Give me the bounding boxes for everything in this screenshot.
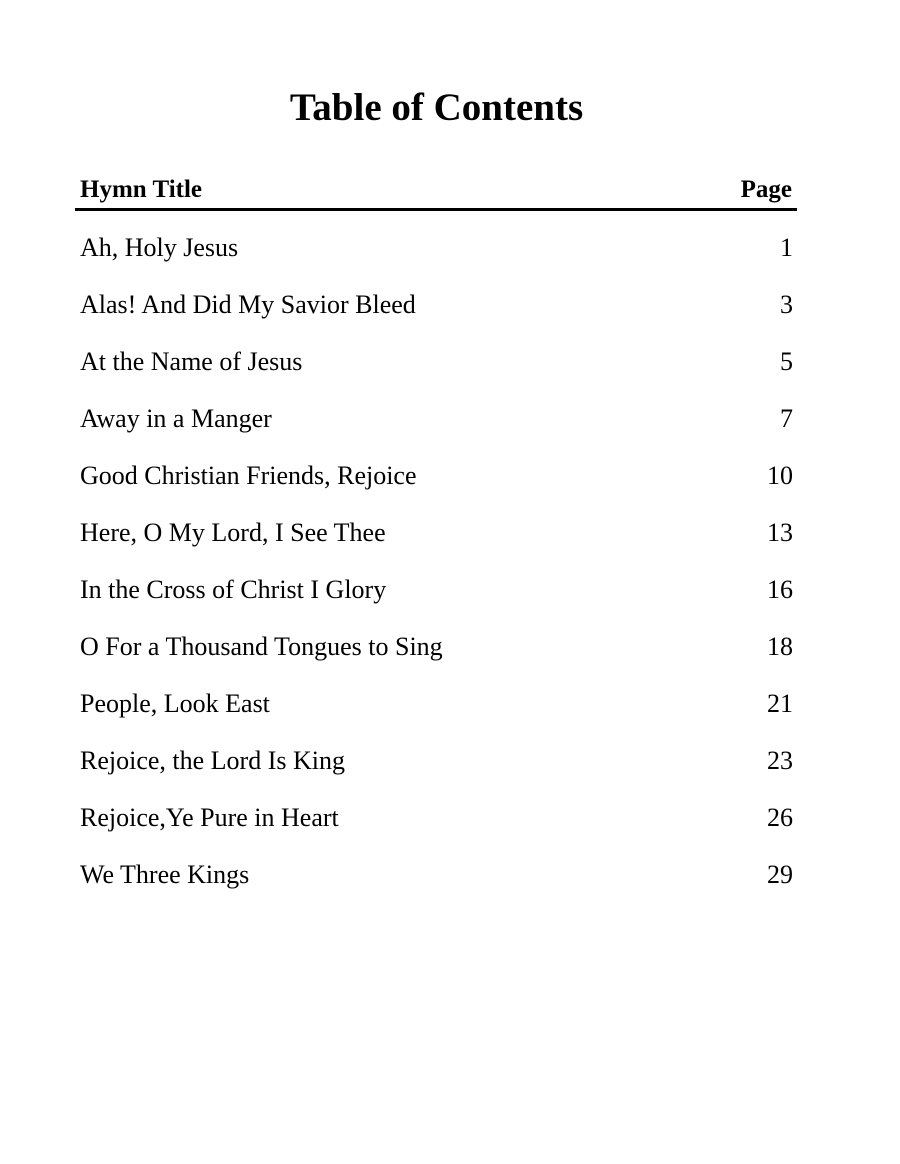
hymn-page-number: 10 bbox=[767, 461, 793, 490]
hymn-page-number: 23 bbox=[767, 746, 793, 775]
toc-entry bbox=[80, 798, 793, 855]
hymn-title: Alas! And Did My Savior Bleed bbox=[80, 290, 416, 319]
hymn-page-number: 18 bbox=[767, 632, 793, 661]
toc-entry bbox=[80, 456, 793, 513]
toc-entry bbox=[80, 741, 793, 798]
toc-entry bbox=[80, 570, 793, 627]
hymn-page-number: 3 bbox=[780, 290, 793, 319]
toc-entry bbox=[80, 513, 793, 570]
hymn-title: Away in a Manger bbox=[80, 404, 272, 433]
hymn-title: O For a Thousand Tongues to Sing bbox=[80, 632, 443, 661]
hymn-page-number: 13 bbox=[767, 518, 793, 547]
hymn-page-number: 21 bbox=[767, 689, 793, 718]
toc-entry bbox=[80, 285, 793, 342]
hymn-title: Ah, Holy Jesus bbox=[80, 233, 239, 262]
hymn-title: Good Christian Friends, Rejoice bbox=[80, 461, 417, 490]
toc-entry bbox=[80, 342, 793, 399]
toc-list bbox=[80, 228, 793, 912]
hymn-page-number: 1 bbox=[780, 233, 793, 262]
toc-entry bbox=[80, 855, 793, 912]
hymn-page-number: 7 bbox=[780, 404, 793, 433]
hymn-page-number: 26 bbox=[767, 803, 793, 832]
page-title: Table of Contents bbox=[289, 86, 584, 129]
hymn-title: People, Look East bbox=[80, 689, 270, 718]
page-column-header: Page bbox=[740, 176, 792, 203]
hymn-page-number: 29 bbox=[767, 860, 793, 889]
hymn-title: In the Cross of Christ I Glory bbox=[80, 575, 387, 604]
toc-header bbox=[75, 173, 797, 211]
toc-entry bbox=[80, 399, 793, 456]
toc-entry bbox=[80, 228, 793, 285]
hymn-title: Here, O My Lord, I See Thee bbox=[80, 518, 386, 547]
toc-entry bbox=[80, 684, 793, 741]
toc-entry bbox=[80, 627, 793, 684]
hymn-page-number: 16 bbox=[767, 575, 793, 604]
hymn-page-number: 5 bbox=[780, 347, 793, 376]
hymn-title: We Three Kings bbox=[80, 860, 250, 889]
hymn-title-column-header: Hymn Title bbox=[80, 176, 203, 203]
hymn-title: At the Name of Jesus bbox=[80, 347, 303, 376]
hymn-title: Rejoice,Ye Pure in Heart bbox=[80, 803, 339, 832]
hymn-title: Rejoice, the Lord Is King bbox=[80, 746, 345, 775]
